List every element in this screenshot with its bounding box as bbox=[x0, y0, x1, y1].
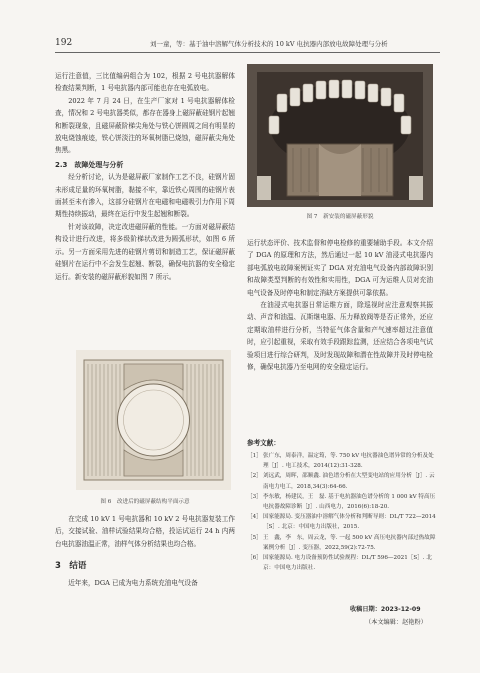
section-heading-3: 3 结语 bbox=[55, 561, 87, 572]
paragraph: 近年来，DGA 已成为电力系统充油电气设备 bbox=[68, 578, 198, 587]
page-number: 192 bbox=[55, 38, 73, 48]
received-date: 收稿日期：2023-12-09 bbox=[350, 606, 421, 613]
reference-item: ［3］ 李东敏，杨建民，王 磊. 基于电抗器油色谱分析的 1 000 kV 特高压电抗器故障诊断［J］. 山西电力，2016(6):18-20. bbox=[247, 493, 436, 511]
reference-item: ［1］ 张广东，周泰洋，温定筠，等. 750 kV 电抗器油色谱异常的分析及处理［J］. 电工技术，2014(12):31-328. bbox=[247, 453, 434, 470]
shield-schematic-drawing bbox=[76, 350, 231, 490]
figure-7-shield-photo bbox=[247, 64, 433, 207]
reference-item: ［6］ 国家能源局. 电力设备预防性试验规程：DL/T 596—2021［S］. 北京：中国电力出版社. bbox=[247, 555, 432, 572]
paragraph: 运行注意值，三比值编码组合为 102，根据 2 号电抗器解体检查结果判断，1 号电抗器内部可能也存在电弧放电。 bbox=[55, 72, 235, 93]
paragraph: 2022 年 7 月 24 日，在生产厂家对 1 号电抗器解体检查，情况和 2 号电抗器类似，都存在器身上磁屏蔽硅钢片起翘和断裂现象，且磁屏蔽阶梯尖角处与铁心饼圆周之间有明显的放电烧蚀痕迹，铁心饼淡注的环氧树脂已烧蚀，磁屏蔽尖角处焦黑。 bbox=[55, 96, 235, 155]
paragraph: 在完成 10 kV 1 号电抗器和 10 kV 2 号电抗器复装工作后，交接试验、油样试验结果均合格，投运试运行 24 h 内两台电抗器油温正常，油样气体分析结果也均合格。 bbox=[55, 515, 235, 548]
figure-6-shield-schematic bbox=[76, 350, 231, 490]
reference-item: ［4］ 国家能源局. 变压器油中溶解气体分析和判断导则：DL/T 722—2014［S］. 北京：中国电力出版社，2015. bbox=[247, 514, 436, 531]
reference-item: ［2］ 刘远武，周晖，邵顺鑫. 油色谱分析在大型变电站的应用分析［J］. 云南电力电工，2018,34(3):64-66. bbox=[247, 473, 435, 490]
running-title: 刘一童，等：基于油中溶解气体分析技术的 10 kV 电抗器内部放电故障处理与分析 bbox=[150, 40, 388, 48]
reference-item: ［5］ 王 鑫，李 东，周云龙，等. 一起 500 kV 高压电抗器内部过热故障案例分析［J］. 变压器，2022,59(2):72-75. bbox=[247, 534, 436, 551]
paragraph: 运行状态评价、技术监督和停电检修的重要辅助手段。本文介绍了 DGA 的原理和方法，然后通过一起 10 kV 油浸式电抗器内部电弧放电故障案例证实了 DGA 对充油电气设备内部故障识别和故障类型判断的有效性和实用性，DGA 可为运维人员对充油电气设备及时停电和制定消缺方案提供可靠依据。 bbox=[247, 239, 433, 297]
references-list bbox=[247, 451, 437, 573]
left-column-top bbox=[55, 70, 235, 283]
editor-note: （本文编辑：赵艳粉） bbox=[365, 619, 427, 626]
paragraph: 经分析讨论，认为是磁屏蔽厂家制作工艺不良，硅钢片固未形成足量的环氧树脂，黏接不牢，靠近铁心周围的硅钢片表面甚至未有渗入，这部分硅钢片在电磁和电磁吸引力作用下周期性持续振动，最终在运行中发生起翘和断裂。 bbox=[55, 173, 235, 219]
references-heading: 参考文献： bbox=[247, 439, 280, 447]
left-column-bottom bbox=[55, 513, 235, 589]
paragraph: 针对该故障，决定改进磁屏蔽的性能。一方面对磁屏蔽结构设计进行改进，将多级阶梯状改进为圆弧形状，如图 6 所示。另一方面采用先进的硅钢片剪切和制造工艺，保证磁屏蔽硅钢片在运行中不会发生起翘、断裂，确保电抗器的安全稳定运行。新安装的磁屏蔽形貌如图 7 所示。 bbox=[55, 222, 235, 281]
paragraph: 在油浸式电抗器日常运维方面，除巡视时应注意观察其振动、声音和油温、瓦斯继电器、压力释放阀等是否正常外，还应定期取油样进行分析，当特征气体含量和产气速率超过注意值时，应引起重视，采取有效手段跟踪监测，还应结合各项电气试验项目进行综合研判，及时发现故障和潜在性故障并及时停电检修，确保电抗器乃至电网的安全稳定运行。 bbox=[247, 301, 433, 372]
right-column bbox=[247, 237, 433, 373]
page-header bbox=[55, 38, 440, 53]
section-heading-2-3: 2.3 故障处理与分析 bbox=[55, 160, 124, 169]
shield-photo-drawing bbox=[247, 64, 433, 207]
figure-7-caption: 图 7 新安装的磁屏蔽形貌 bbox=[306, 214, 374, 220]
figure-6-caption: 图 6 改进后的磁屏蔽结构平面示意 bbox=[100, 499, 190, 505]
